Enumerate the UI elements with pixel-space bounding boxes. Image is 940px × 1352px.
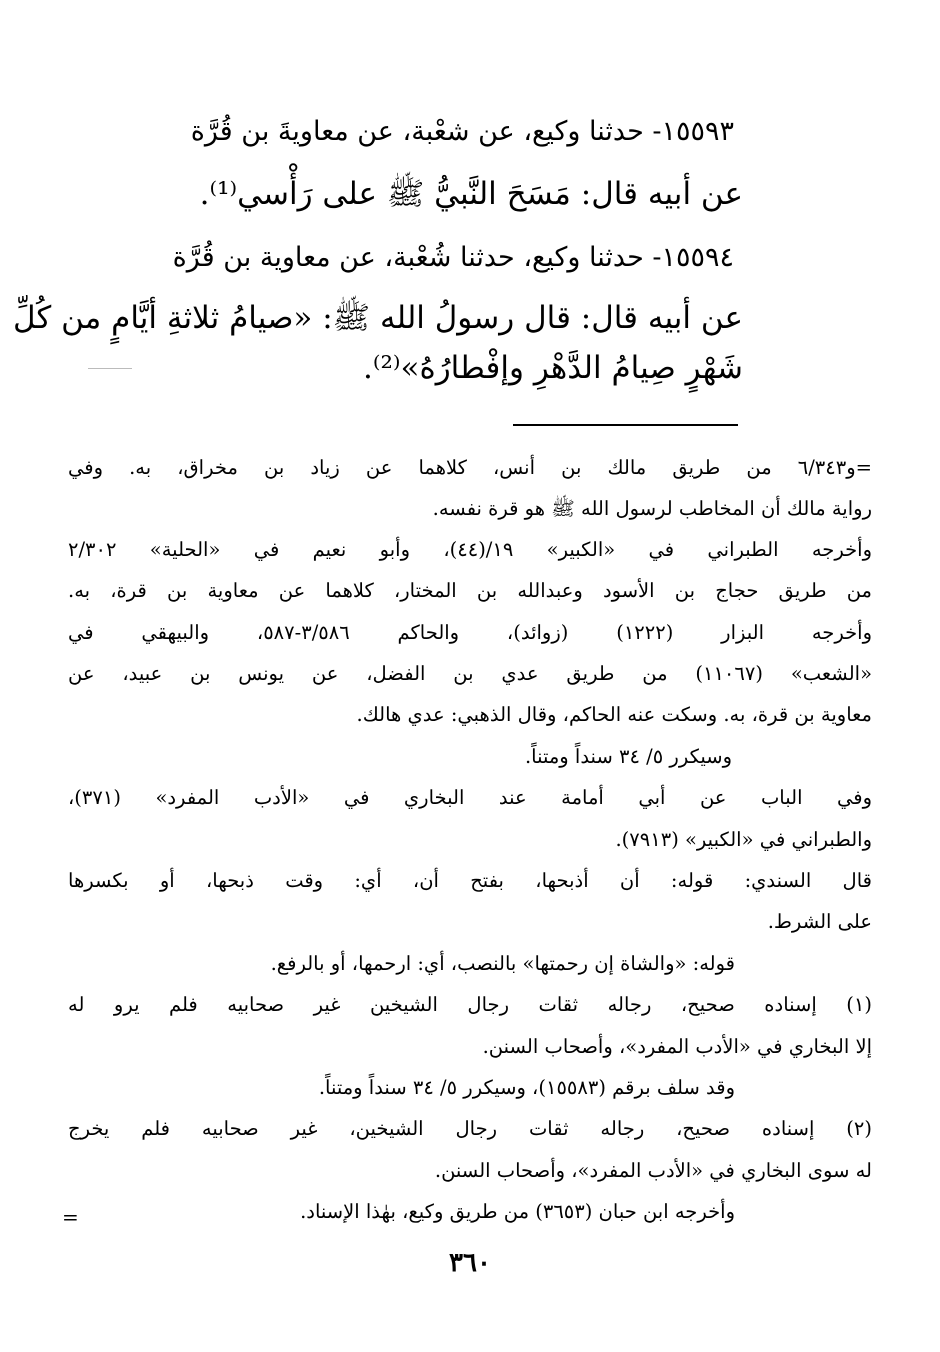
footnote-line: على الشرط. [767,910,872,933]
footnote-line: قوله: «والشاة إن رحمتها» بالنصب، أي: ارحمها، أو بالرفع. [270,952,735,975]
hadith-15593-line-2: عن أبيه قال: مَسَحَ النَّبيُّ ﷺ على رَأْسي⁽¹⁾. [199,176,743,212]
hadith-15594-line-3: شَهْرٍ صِيامُ الدَّهْرِ وإفْطارُهُ»⁽²⁾. [362,350,743,386]
footnote-line: (٢) إسناده صحيح، رجاله ثقات رجال الشيخين، غير صحابيه فلم يخرج [68,1117,872,1140]
page-number: ٣٦٠ [449,1248,491,1278]
footnote-line: وسيكرر ٥/ ٣٤ سنداً ومتناً. [524,745,732,768]
footnote-line: رواية مالك أن المخاطب لرسول الله ﷺ هو قرة نفسه. [432,497,872,520]
continuation-mark: = [62,1205,79,1229]
footnote-line: وأخرجه البزار (١٢٢٢) (زوائد)، والحاكم ٣/٥٨٦-٥٨٧، والبيهقي في [68,621,872,644]
footnote-line: «الشعب» (١١٠٦٧) من طريق عدي بن الفضل، عن يونس بن عبيد، عن [68,662,872,685]
hadith-15594-line-2: عن أبيه قال: قال رسولُ الله ﷺ: «صيامُ ثلاثةِ أيَّامٍ من كُلِّ [12,300,743,336]
footnote-line: من طريق حجاج بن الأسود وعبدالله بن المختار، كلاهما عن معاوية بن قرة، به. [68,579,872,602]
footnote-line: معاوية بن قرة، به. وسكت عنه الحاكم، وقال الذهبي: عدي هالك. [356,703,872,726]
footnote-line: له سوى البخاري في «الأدب المفرد»، وأصحاب السنن. [434,1159,872,1182]
hadith-15593-line-1: ١٥٥٩٣- حدثنا وكيع، عن شعْبة، عن معاويةَ بن قُرَّة [190,116,734,147]
footnote-line: (١) إسناده صحيح، رجاله ثقات رجال الشيخين غير صحابيه فلم يرو له [68,993,872,1016]
footnote-line: وأخرجه ابن حبان (٣٦٥٣) من طريق وكيع، بهٰذا الإسناد. [300,1200,735,1223]
footnote-line: وأخرجه الطبراني في «الكبير» ١٩/(٤٤)، وأبو نعيم في «الحلية» ٢/٣٠٢ [68,538,872,561]
footnote-line: إلا البخاري في «الأدب المفرد»، وأصحاب السنن. [482,1035,872,1058]
footnote-line: والطبراني في «الكبير» (٧٩١٣). [615,828,872,851]
footnote-line: =و٦/٣٤٣ من طريق مالك بن أنس، كلاهما عن زياد بن مخراق، به. وفي [68,456,872,479]
footnote-line: وفي الباب عن أبي أمامة عند البخاري في «الأدب المفرد» (٣٧١)، [68,786,872,809]
footnote-line: وقد سلف برقم (١٥٥٨٣)، وسيكرر ٥/ ٣٤ سنداً ومتناً. [318,1076,735,1099]
footnote-line: قال السندي: قوله: أن أذبحها، بفتح أن، أي: وقت ذبحها، أو بكسرها [68,869,872,892]
scan-smudge [88,368,132,369]
footnote-divider [513,424,738,426]
hadith-15594-line-1: ١٥٥٩٤- حدثنا وكيع، حدثنا شُعْبة، عن معاوية بن قُرَّة [172,242,734,273]
